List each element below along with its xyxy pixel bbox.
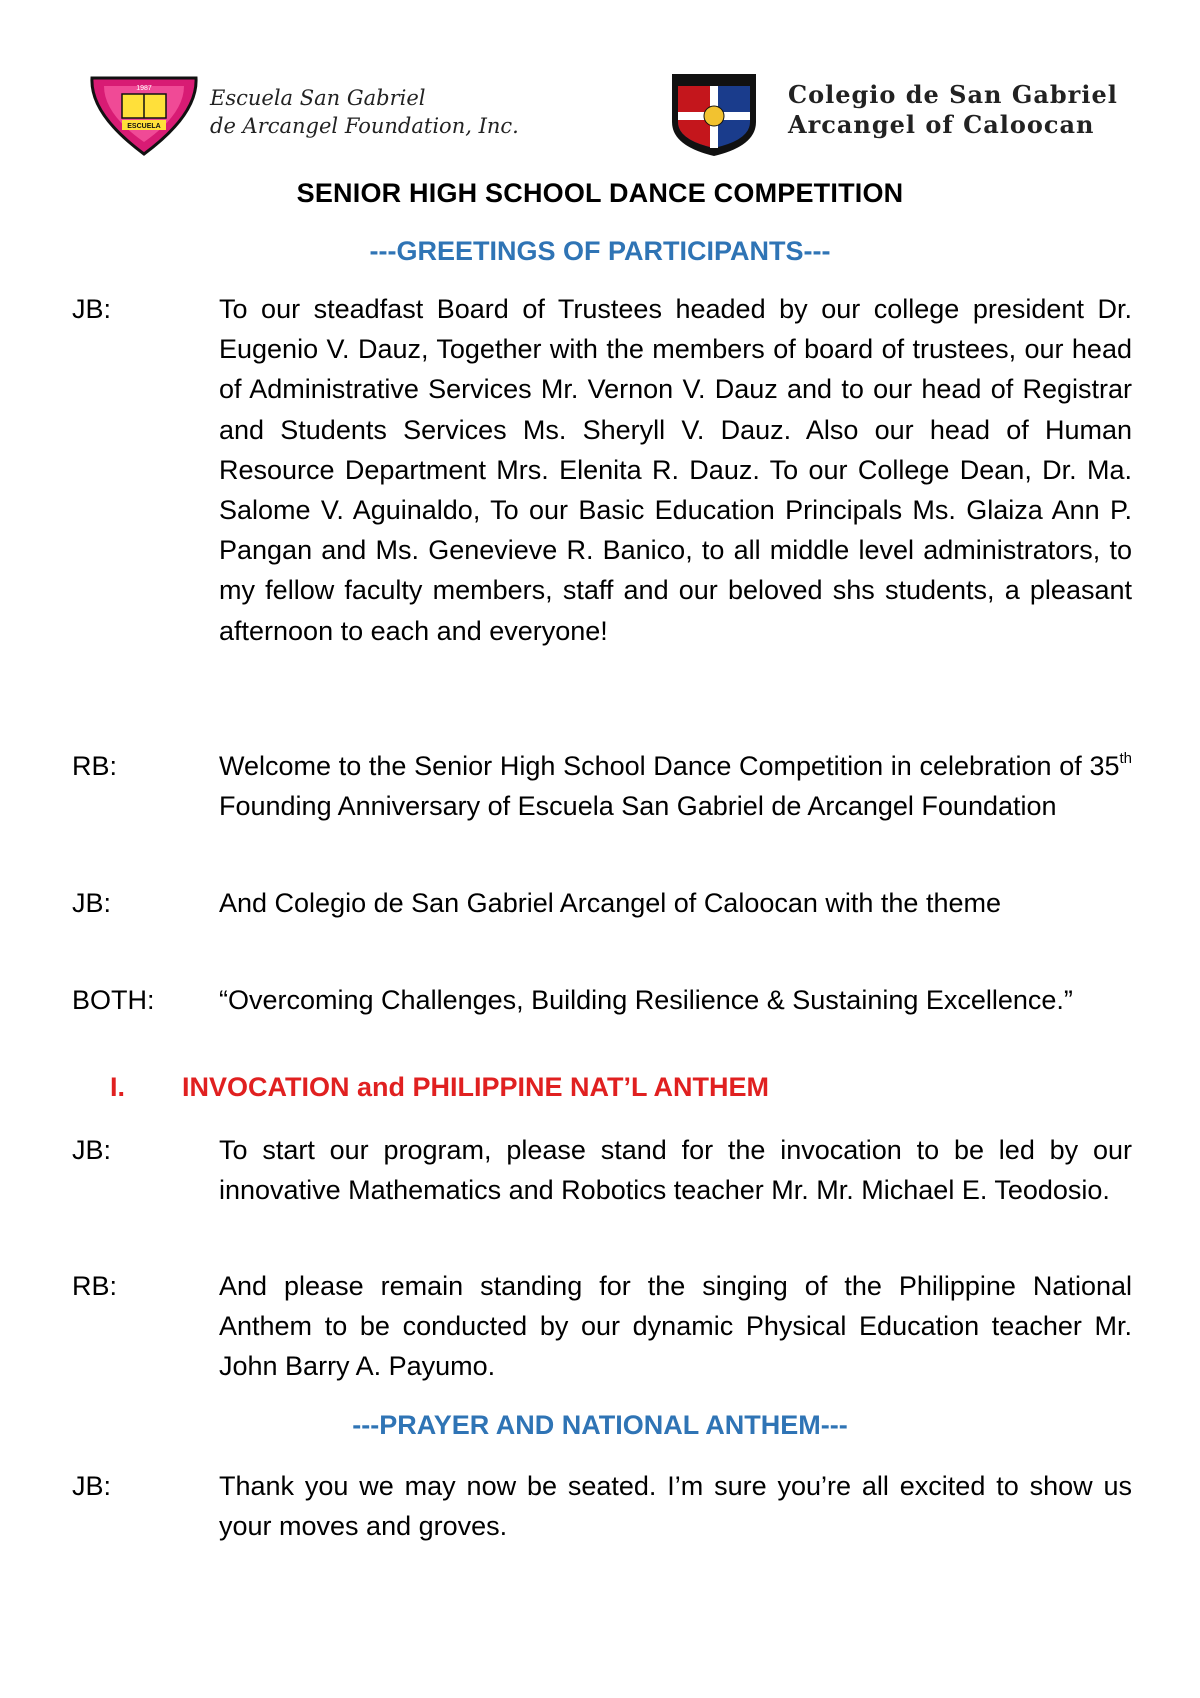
- speaker-label: JB:: [72, 294, 112, 324]
- speaker-label: JB:: [72, 1135, 112, 1165]
- dialogue-text: “Overcoming Challenges, Building Resilience & Sustaining Excellence.”: [219, 985, 1073, 1015]
- dialogue-text: To start our program, please stand for the invocation to be led by our innovative Mathematics and Robotics teacher Mr. Mr. Michael E. Teodosio.: [219, 1135, 1132, 1206]
- colegio-name: [788, 80, 1118, 140]
- letterhead: [88, 70, 1138, 160]
- escuela-name-line1: Escuela San Gabriel: [210, 86, 426, 110]
- anthem-heading: ---PRAYER AND NATIONAL ANTHEM---: [352, 1410, 848, 1440]
- page-title: SENIOR HIGH SCHOOL DANCE COMPETITION: [296, 178, 904, 208]
- section-number: I.: [110, 1072, 126, 1102]
- dialogue-text-part: Welcome to the Senior High School Dance Competition in celebration of 35: [219, 751, 1120, 781]
- escuela-name: [210, 84, 519, 140]
- colegio-shield-logo: [668, 72, 760, 158]
- speaker-label: RB:: [72, 1271, 118, 1301]
- dialogue-text: And Colegio de San Gabriel Arcangel of Caloocan with the theme: [219, 888, 1001, 918]
- speaker-label: JB:: [72, 1471, 112, 1501]
- colegio-name-line1: Colegio de San Gabriel: [788, 80, 1118, 109]
- dialogue-text: [219, 746, 1132, 826]
- speaker-label: JB:: [72, 888, 112, 918]
- dialogue-text: Thank you we may now be seated. I’m sure you’re all excited to show us your moves and groves.: [219, 1471, 1132, 1542]
- colegio-name-line2: Arcangel of Caloocan: [788, 110, 1095, 139]
- speaker-label: RB:: [72, 751, 118, 781]
- dialogue-text: To our steadfast Board of Trustees headed by our college president Dr. Eugenio V. Dauz, Together with the members of board of trustees, our head of Administrative Services Mr. Vernon V. Dauz and to our head of Registrar and Students Services Ms. Sheryll V. Dauz. Also our head of Human Resource Department Mrs. Elenita R. Dauz. To our College Dean, Dr. Ma. Salome V. Aguinaldo, To our Basic Education Principals Ms. Glaiza Ann P. Pangan and Ms. Genevieve R. Banico, to all middle level administrators, to my fellow faculty members, staff and our beloved shs students, a pleasant afternoon to each and everyone!: [219, 294, 1132, 646]
- speaker-label: BOTH:: [72, 985, 155, 1015]
- section-title: INVOCATION and PHILIPPINE NAT’L ANTHEM: [182, 1072, 770, 1102]
- escuela-logo-banner: ESCUELA: [127, 123, 161, 130]
- dialogue-text-part: Founding Anniversary of Escuela San Gabriel de Arcangel Foundation: [219, 791, 1057, 822]
- escuela-logo: [88, 74, 200, 156]
- escuela-logo-year: 1987: [136, 85, 152, 92]
- ordinal-suffix: th: [1119, 750, 1132, 767]
- dialogue-text: And please remain standing for the singing of the Philippine National Anthem to be conducted by our dynamic Physical Education teacher Mr. John Barry A. Payumo.: [219, 1271, 1132, 1382]
- escuela-name-line2: de Arcangel Foundation, Inc.: [210, 114, 519, 138]
- greetings-heading: ---GREETINGS OF PARTICIPANTS---: [369, 236, 831, 266]
